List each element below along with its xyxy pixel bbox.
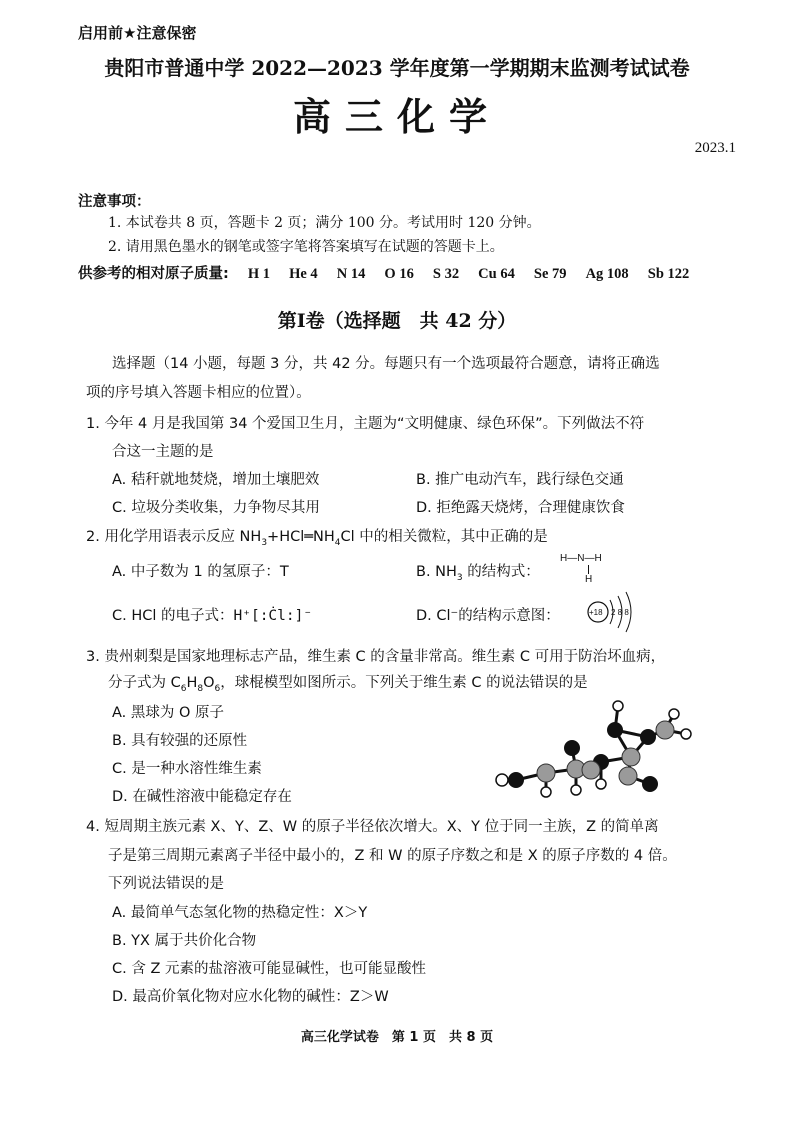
vitamin-c-ball-stick-model xyxy=(488,692,698,810)
carbon-atom xyxy=(619,767,637,785)
carbon-atom xyxy=(537,764,555,782)
atomic-masses xyxy=(78,262,689,283)
notice-heading: 注意事项： xyxy=(78,194,151,210)
atomic-mass: Ag 108 xyxy=(585,266,629,282)
atomic-mass: O 16 xyxy=(384,266,414,282)
q4-option-d: D. 最高价氧化物对应水化物的碱性：Z＞W xyxy=(112,989,389,1005)
q1-stem-line2: 合这一主题的是 xyxy=(112,444,214,460)
bonds xyxy=(502,706,686,792)
shell-electron-counts: 2 8 8 xyxy=(611,608,629,617)
atomic-mass: H 1 xyxy=(247,266,271,282)
oxygen-atom xyxy=(564,740,580,756)
hydrogen-atom xyxy=(681,729,691,739)
atomic-mass: Se 79 xyxy=(533,266,567,282)
oxygen-atom xyxy=(607,722,623,738)
q3-option-b: B. 具有较强的还原性 xyxy=(112,733,248,749)
confidential-label: 启用前★注意保密 xyxy=(78,24,197,42)
section-heading: 第Ⅰ卷（选择题 共 42 分） xyxy=(277,310,517,332)
nh3-structure-top: H—N—H xyxy=(560,553,602,564)
q1-option-d: D. 拒绝露天烧烤，合理健康饮食 xyxy=(416,500,625,516)
q4-option-b: B. YX 属于共价化合物 xyxy=(112,933,257,949)
atomic-mass: S 32 xyxy=(432,266,460,282)
q4-stem-line3: 下列说法错误的是 xyxy=(108,876,224,892)
subject-title: 高三化学 xyxy=(292,94,501,139)
q3-option-c: C. 是一种水溶性维生素 xyxy=(112,761,262,777)
hydrogen-atom xyxy=(596,779,606,789)
q4-option-a: A. 最简单气态氢化物的热稳定性：X＞Y xyxy=(112,905,368,921)
q3-stem-line1: 3. 贵州刺梨是国家地理标志产品，维生素 C 的含量非常高。维生素 C 可用于防治坏血病， xyxy=(86,649,666,665)
q2-option-d: D. Cl⁻的结构示意图： xyxy=(416,608,560,624)
atomic-mass: Sb 122 xyxy=(647,266,690,282)
atomic-mass: Cu 64 xyxy=(478,266,515,282)
oxygen-atom xyxy=(642,776,658,792)
q2-option-a: A. 中子数为 1 的氢原子：T xyxy=(112,564,289,580)
nh3-bond-line xyxy=(588,565,589,574)
oxygen-atom xyxy=(508,772,524,788)
q2-option-c: C. HCl 的电子式：H⁺[:Ċl:]⁻ xyxy=(112,608,313,624)
exam-title: 贵阳市普通中学 2022—2023 学年度第一学期期末监测考试试卷 xyxy=(104,56,690,80)
q1-stem-line1: 1. 今年 4 月是我国第 34 个爱国卫生月，主题为“文明健康、绿色环保”。下列做法不符 xyxy=(86,416,645,432)
carbon-atom xyxy=(622,748,640,766)
q2-stem: 2. 用化学用语表示反应 $NH_3+HCl═NH_4Cl$ 中的相关微粒，其中正确的是 xyxy=(86,529,548,548)
hydrogen-atom xyxy=(541,787,551,797)
q1-option-c: C. 垃圾分类收集，力争物尽其用 xyxy=(112,500,320,516)
chlorine-ion-diagram xyxy=(586,590,642,634)
q4-stem-line2: 子是第三周期元素离子半径中最小的，Z 和 W 的原子序数之和是 X 的原子序数的 4 倍。 xyxy=(108,848,677,864)
q3-option-a: A. 黑球为 O 原子 xyxy=(112,705,225,721)
atomic-masses-label: 供参考的相对原子质量: xyxy=(78,266,229,282)
q1-option-b: B. 推广电动汽车，践行绿色交通 xyxy=(416,472,624,488)
q4-stem-line1: 4. 短周期主族元素 X、Y、Z、W 的原子半径依次增大。X、Y 位于同一主族，Z 的简单离 xyxy=(86,819,659,835)
q1-option-a: A. 秸秆就地焚烧，增加土壤肥效 xyxy=(112,472,320,488)
atomic-mass: N 14 xyxy=(336,266,366,282)
section-intro-line1: 选择题（14 小题，每题 3 分，共 42 分。每题只有一个选项最符合题意，请将正确选 xyxy=(112,356,660,372)
hcl-electron-formula: H⁺[:Ċl:]⁻ xyxy=(233,608,313,624)
q2-option-b: B. $NH_3$ 的结构式： xyxy=(416,564,540,583)
notice-item-1: 1. 本试卷共 8 页，答题卡 2 页；满分 100 分。考试用时 120 分钟。 xyxy=(108,215,541,231)
nh3-structure-bottom: H xyxy=(585,574,593,585)
notice-item-2: 2. 请用黑色墨水的钢笔或签字笔将答案填写在试题的答题卡上。 xyxy=(108,239,504,255)
exam-date: 2023.1 xyxy=(694,140,736,156)
carbon-atom xyxy=(656,721,674,739)
atomic-mass: He 4 xyxy=(289,266,318,282)
hydrogen-atom xyxy=(669,709,679,719)
carbon-atom xyxy=(582,761,600,779)
hydrogen-atom xyxy=(571,785,581,795)
oxygen-atom xyxy=(640,729,656,745)
q4-option-c: C. 含 Z 元素的盐溶液可能显碱性，也可能显酸性 xyxy=(112,961,426,977)
q3-option-d: D. 在碱性溶液中能稳定存在 xyxy=(112,789,292,805)
q3-stem-line2: 分子式为 $C_6H_8O_6$，球棍模型如图所示。下列关于维生素 C 的说法错误的是 xyxy=(108,675,588,694)
hydrogen-atom xyxy=(496,774,508,786)
section-intro-line2: 项的序号填入答题卡相应的位置）。 xyxy=(86,385,311,401)
page-footer: 高三化学试卷 第 1 页 共 8 页 xyxy=(300,1030,494,1045)
nucleus-charge: +18 xyxy=(589,608,603,617)
hydrogen-atom xyxy=(613,701,623,711)
